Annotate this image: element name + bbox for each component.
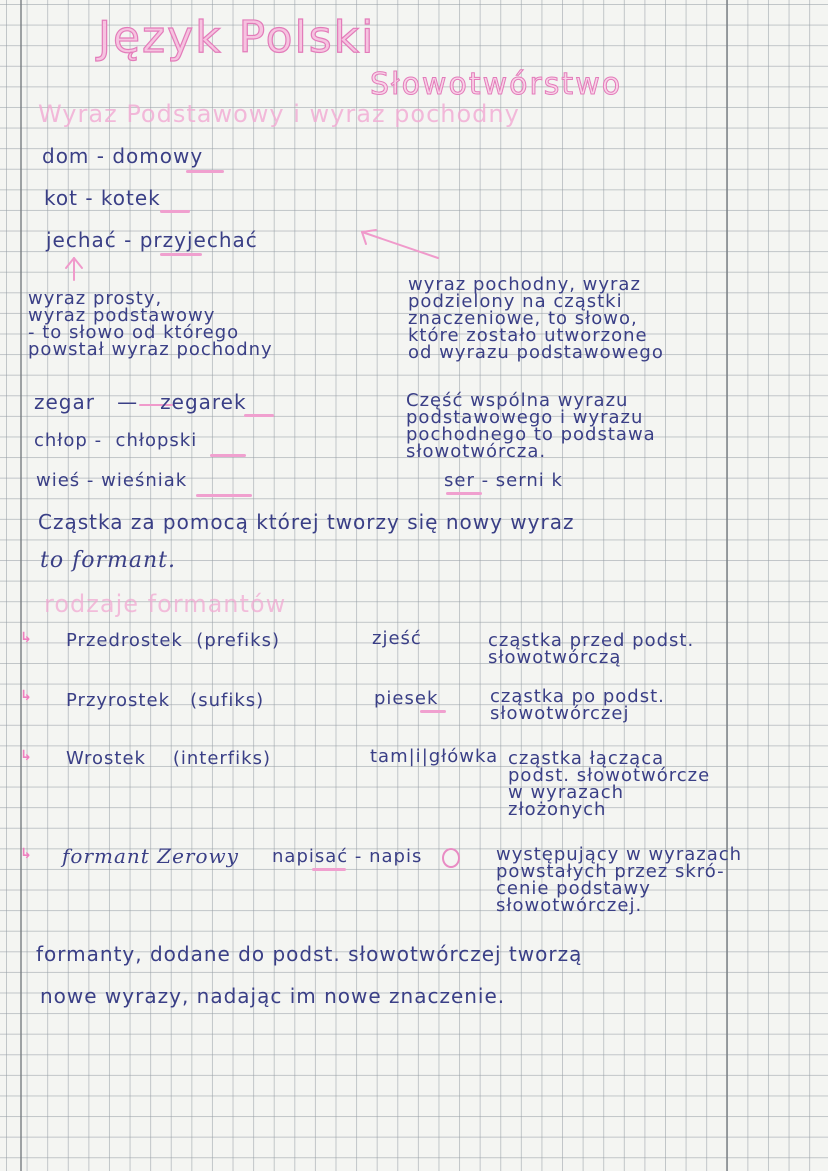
zero-circle-icon [442, 848, 460, 868]
formant-definition-line-2: to formant. [40, 548, 176, 573]
type-zero-name: formant Zerowy [62, 844, 239, 868]
definition-derived-word: wyraz pochodny, wyraz podzielony na cząstki znaczeniowe, to słowo, które zostało utworzone od wyrazu podstawowego [408, 274, 664, 363]
type-suffix-example: piesek [374, 688, 439, 709]
section-heading: Wyraz Podstawowy i wyraz pochodny [38, 100, 520, 128]
type-zero-example: napisać - napis [272, 846, 423, 867]
formant-definition-line-1: Cząstka za pomocą której tworzy się nowy wyraz [38, 510, 575, 534]
type-suffix-name: Przyrostek (sufiks) [66, 690, 265, 711]
type-suffix-desc: cząstka po podst. słowotwórczej [490, 686, 665, 724]
type-infix-desc: cząstka łącząca podst. słowotwórcze w wyrazach złożonych [508, 748, 711, 820]
highlight-ac [312, 868, 346, 871]
page-subtitle: Słowotwórstwo [370, 67, 623, 102]
arrow-bullet-icon: ↳ [20, 688, 32, 704]
type-prefix-desc: cząstka przed podst. słowotwórczą [488, 630, 695, 668]
type-prefix-name: Przedrostek (prefiks) [66, 630, 280, 651]
highlight-ek [244, 414, 274, 417]
highlight-ek2 [420, 710, 446, 713]
type-prefix-example: zjeść [372, 628, 422, 649]
types-heading: rodzaje formantów [44, 590, 287, 618]
page-title: Język Polski [98, 12, 376, 63]
example-row-2: kot - kotek [44, 186, 161, 210]
highlight-niak [196, 494, 252, 497]
example-row-1: dom - domowy [42, 144, 204, 168]
example2-row-2: chłop - chłopski [34, 430, 198, 451]
example2-row-1: zegar — zegarek [34, 390, 247, 414]
example2-row-3: wieś - wieśniak [36, 470, 188, 491]
definition-word-base: Część wspólna wyrazu podstawowego i wyrazu pochodnego to podstawa słowotwórcza. [406, 390, 656, 462]
highlight-ski [210, 454, 246, 457]
summary-line-2: nowe wyrazy, nadając im nowe znaczenie. [40, 984, 506, 1008]
highlight-ser [446, 492, 482, 495]
definition-base-word: wyraz prosty, wyraz podstawowy - to słowo od którego powstał wyraz pochodny [28, 288, 273, 360]
type-zero-desc: występujący w wyrazach powstałych przez skró- cenie podstawy słowotwórczej. [496, 844, 743, 916]
arrow-bullet-icon: ↳ [20, 630, 32, 646]
arrow-bullet-icon: ↳ [20, 846, 32, 862]
example-row-3: jechać - przyjechać [46, 228, 258, 252]
summary-line-1: formanty, dodane do podst. słowotwórczej tworzą [36, 942, 583, 966]
arrow-bullet-icon: ↳ [20, 748, 32, 764]
example-ser: ser - serni k [444, 470, 563, 491]
type-infix-name: Wrostek (interfiks) [66, 748, 271, 769]
type-infix-example: tam|i|główka [370, 746, 499, 767]
